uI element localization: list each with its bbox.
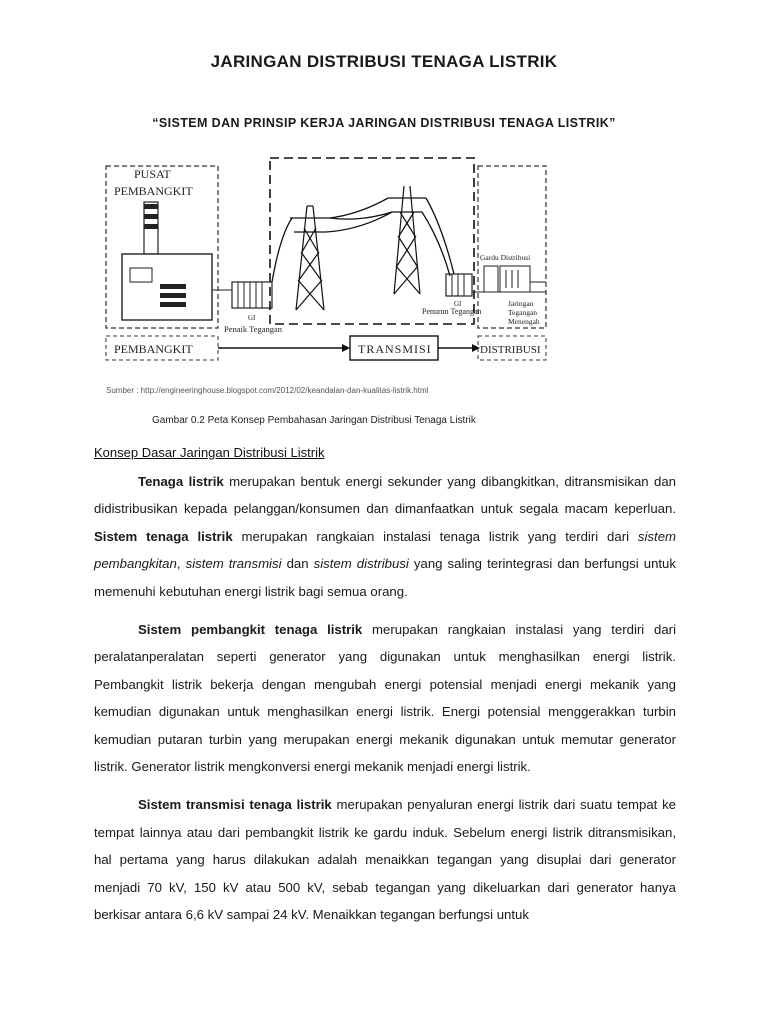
p1-text-5: yang saling terintegrasi dan berfungsi untuk memenuhi kebutuhan energi listrik bagi semua orang.	[94, 556, 676, 599]
label-transmisi: TRANSMISI	[358, 342, 432, 356]
term-sistem-transmisi-tenaga: Sistem transmisi tenaga listrik	[138, 797, 332, 813]
power-plant-icon	[122, 202, 212, 320]
label-gi-right: GI	[454, 300, 462, 308]
label-gardu-distribusi: Gardu Distribusi	[480, 253, 531, 262]
document-subtitle: “SISTEM DAN PRINSIP KERJA JARINGAN DISTRIBUSI TENAGA LISTRIK”	[152, 116, 616, 130]
p2-text-1: merupakan rangkaian instalasi yang terdiri dari peralatanperalatan seperti generator yang digunakan untuk menghasilkan energi listrik. Pembangkit listrik bekerja dengan mengubah energi potensial menjadi energi mekanik yang kemudian digunakan untuk menghasilkan energi listrik. Energi potensial menggerakkan turbin kemudian putaran turbin yang merupakan energi mekanik digunakan untuk memutar generator listrik. Generator listrik mengkonversi energi mekanik menjadi energi listrik.	[94, 622, 676, 775]
arrow-head-1	[342, 344, 350, 352]
step-up-transformer-icon	[212, 282, 272, 308]
transmission-tower-left-icon	[290, 206, 330, 310]
p3-text-1: merupakan penyaluran energi listrik dari suatu tempat ke tempat lainnya atau dari pembangkit listrik ke gardu induk. Sebelum energi listrik ditransmisikan, hal pertama yang harus dilakukan adalah menaikkan tegangan yang disuplai dari generator menjadi 70 kV, 150 kV atau 500 kV, sebab tegangan yang dikeluarkan dari generator hanya berkisar antara 6,6 kV sampai 24 kV. Menaikkan tegangan berfungsi untuk	[94, 797, 677, 923]
term-sistem-distribusi: sistem distribusi	[313, 556, 409, 572]
label-pembangkit-top: PEMBANGKIT	[114, 184, 193, 198]
paragraph-2	[94, 616, 676, 780]
label-pusat: PUSAT	[134, 167, 171, 181]
section-heading: Konsep Dasar Jaringan Distribusi Listrik	[94, 445, 325, 460]
power-system-figure	[100, 156, 560, 370]
p1-text-1: merupakan bentuk energi sekunder yang dibangkitkan, ditransmisikan dan didistribusikan kepada pelanggan/konsumen dan dimanfaatkan untuk segala macam keperluan.	[94, 474, 677, 517]
p1-text-2: merupakan rangkaian instalasi tenaga listrik yang terdiri dari	[232, 528, 638, 544]
figure-caption: Gambar 0.2 Peta Konsep Pembahasan Jaringan Distribusi Tenaga Listrik	[152, 415, 476, 426]
label-jaringan: Jaringan	[508, 299, 534, 308]
term-tenaga-listrik: Tenaga listrik	[138, 474, 224, 489]
distribution-substation-icon	[472, 266, 546, 292]
label-menengah: Menengah	[508, 317, 540, 326]
label-gi-left: GI	[248, 314, 256, 322]
paragraph-3	[94, 791, 676, 928]
label-tegangan: Tegangan	[508, 308, 538, 317]
label-penaik-tegangan: Penaik Tegangan	[224, 324, 283, 334]
label-pembangkit-bottom: PEMBANGKIT	[114, 342, 193, 356]
p1-text-3: ,	[176, 556, 186, 572]
term-sistem-pembangkit: Sistem pembangkit tenaga listrik	[138, 622, 363, 638]
arrow-head-2	[472, 344, 480, 352]
label-distribusi: DISTRIBUSI	[480, 344, 541, 356]
p1-text-4: dan	[281, 556, 314, 572]
document-title: JARINGAN DISTRIBUSI TENAGA LISTRIK	[210, 52, 558, 71]
step-down-transformer-icon	[446, 274, 472, 296]
term-sistem-tenaga-listrik: Sistem tenaga listrik	[94, 528, 233, 544]
figure-source: Sumber : http://engineeringhouse.blogspot.com/2012/02/keandalan-dan-kualitas-listrik.html	[106, 386, 429, 395]
transmission-tower-right-icon	[388, 186, 426, 294]
power-system-diagram	[100, 156, 560, 370]
paragraph-1	[94, 468, 676, 605]
transmission-lines	[272, 198, 454, 282]
term-sistem-transmisi: sistem transmisi	[185, 556, 282, 572]
transmisi-zone	[270, 158, 474, 324]
label-penurun-tegangan: Penurun Tegangan	[422, 307, 482, 316]
body-text	[94, 468, 676, 940]
term-sistem-pembangkitan: sistem pembangkitan	[94, 528, 677, 572]
